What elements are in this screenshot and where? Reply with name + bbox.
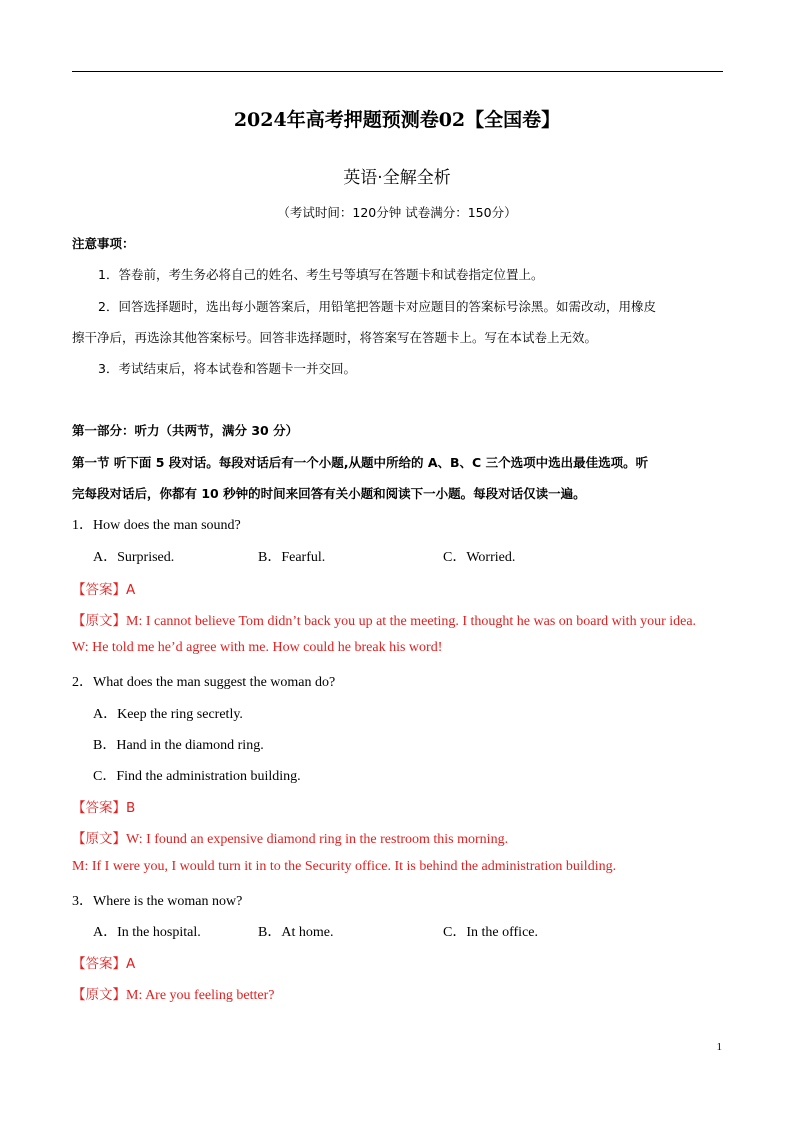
header-rule	[72, 71, 723, 72]
section-instruction-line-1: 第一节 听下面 5 段对话。每段对话后有一个小题,从题中所给的 A、B、C 三个选项中选出最佳选项。听	[72, 455, 649, 470]
q1-stem: 1．How does the man sound?	[72, 518, 241, 533]
q3-script-line-1	[72, 983, 275, 1004]
q1-option-a: A．Surprised.	[93, 550, 175, 565]
q1-script-text-1: M: I cannot believe Tom didn’t back you up at the meeting. I thought he was on board with your idea.	[126, 614, 697, 629]
q2-option-b: B．Hand in the diamond ring.	[93, 738, 264, 753]
q1-script-label: 【原文】	[72, 613, 126, 629]
q2-option-a: A．Keep the ring secretly.	[93, 707, 243, 722]
q3-script-label: 【原文】	[72, 987, 126, 1003]
q3-option-a: A．In the hospital.	[93, 925, 201, 940]
q3-answer: 【答案】A	[72, 956, 136, 972]
page-title: 2024年高考押题预测卷02【全国卷】	[233, 109, 561, 131]
q2-option-c: C．Find the administration building.	[93, 769, 301, 784]
q3-option-c: C．In the office.	[443, 925, 538, 940]
q1-answer: 【答案】A	[72, 582, 136, 598]
notes-item-2-line-1: 2．回答选择题时，选出每小题答案后，用铅笔把答题卡对应题目的答案标号涂黑。如需改动，用橡皮	[98, 299, 656, 314]
q1-script-line-2: W: He told me he’d agree with me. How could he break his word!	[72, 640, 443, 655]
section-instruction-line-2: 完每段对话后，你都有 10 秒钟的时间来回答有关小题和阅读下一小题。每段对话仅读一遍。	[72, 486, 586, 501]
part1-heading: 第一部分：听力（共两节，满分 30 分）	[72, 423, 299, 438]
q2-script-line-2: M: If I were you, I would turn it in to the Security office. It is behind the administration building.	[72, 859, 617, 874]
page-subtitle: 英语·全解全析	[343, 168, 451, 188]
q3-stem: 3．Where is the woman now?	[72, 894, 243, 909]
q2-stem: 2．What does the man suggest the woman do?	[72, 675, 336, 690]
notes-heading: 注意事项：	[72, 236, 135, 251]
page-number: 1	[716, 1041, 722, 1053]
notes-item-1: 1．答卷前，考生务必将自己的姓名、考生号等填写在答题卡和试卷指定位置上。	[98, 267, 544, 282]
notes-item-3: 3．考试结束后，将本试卷和答题卡一并交回。	[98, 361, 356, 376]
q3-script-text-1: M: Are you feeling better?	[126, 988, 275, 1003]
q2-script-text-1: W: I found an expensive diamond ring in the restroom this morning.	[126, 832, 509, 847]
q1-option-b: B．Fearful.	[258, 550, 326, 565]
q2-script-label: 【原文】	[72, 831, 126, 847]
q2-script-line-1	[72, 827, 508, 848]
exam-info: （考试时间：120分钟 试卷满分：150分）	[277, 205, 517, 220]
q1-option-c: C．Worried.	[443, 550, 516, 565]
q1-script-line-1	[72, 609, 696, 630]
q3-option-b: B．At home.	[258, 925, 334, 940]
q2-answer: 【答案】B	[72, 800, 136, 816]
notes-item-2-line-2: 擦干净后，再选涂其他答案标号。回答非选择题时，将答案写在答题卡上。写在本试卷上无效。	[72, 330, 598, 345]
